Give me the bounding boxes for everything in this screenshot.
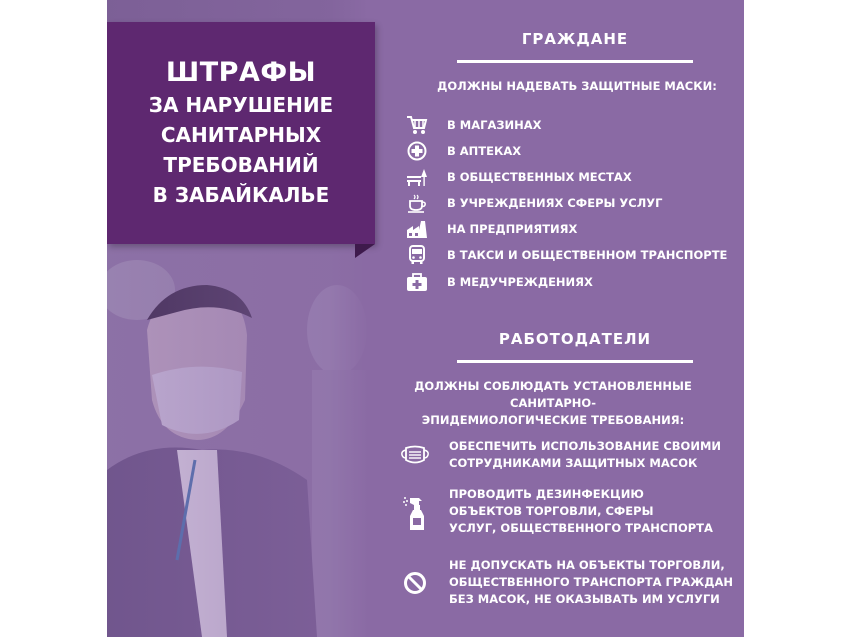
employers-item-label: НЕ ДОПУСКАТЬ НА ОБЪЕКТЫ ТОРГОВЛИ, ОБЩЕСТВЕННОГО ТРАНСПОРТА ГРАЖДАН БЕЗ МАСОК, НЕ ОКАЗЫВАТЬ ИМ УСЛУГИ [449,558,733,606]
coffee-cup-icon [405,192,429,214]
citizens-item-label: НА ПРЕДПРИЯТИЯХ [447,222,578,236]
employers-heading: РАБОТОДАТЕЛИ [498,330,652,348]
citizens-item [405,192,662,214]
title-main: ШТРАФЫ [165,57,317,88]
employers-divider [457,360,693,363]
face-mask-icon [399,444,431,466]
citizens-item-label: В УЧРЕЖДЕНИЯХ СФЕРЫ УСЛУГ [447,196,663,210]
employers-item-label: ОБЕСПЕЧИТЬ ИСПОЛЬЗОВАНИЕ СВОИМИ СОТРУДНИКАМИ ЗАЩИТНЫХ МАСОК [449,439,722,470]
employers-item [399,438,721,472]
pharmacy-cross-icon [405,140,429,162]
title-line-3: ТРЕБОВАНИЙ [163,153,319,177]
title-banner [107,22,375,244]
first-aid-kit-icon [405,271,429,293]
citizens-subtitle: ДОЛЖНЫ НАДЕВАТЬ ЗАЩИТНЫЕ МАСКИ: [437,79,717,93]
citizens-item-label: В ТАКСИ И ОБЩЕСТВЕННОМ ТРАНСПОРТЕ [447,248,728,262]
employers-item [399,486,713,537]
citizens-item [405,244,727,266]
title-line-4: В ЗАБАЙКАЛЬЕ [152,183,330,207]
citizens-item-label: В ОБЩЕСТВЕННЫХ МЕСТАХ [447,170,632,184]
title-banner-fold [355,244,375,258]
citizens-item-label: В МАГАЗИНАХ [447,118,542,132]
title-line-1: ЗА НАРУШЕНИЕ [148,93,334,117]
bus-icon [405,244,429,266]
citizens-item [405,140,521,162]
factory-icon [405,218,429,240]
shopping-cart-icon [405,114,429,136]
citizens-item [405,166,632,188]
citizens-item [405,271,593,293]
spray-bottle-icon [399,492,431,532]
employers-item-label: ПРОВОДИТЬ ДЕЗИНФЕКЦИЮ ОБЪЕКТОВ ТОРГОВЛИ, СФЕРЫ УСЛУГ, ОБЩЕСТВЕННОГО ТРАНСПОРТА [449,487,713,535]
citizens-item [405,218,577,240]
employers-item [399,557,733,608]
prohibited-icon [399,571,431,595]
poster [107,0,744,637]
citizens-divider [457,60,693,63]
title-line-2: САНИТАРНЫХ [160,123,322,147]
citizens-item [405,114,542,136]
citizens-item-label: В АПТЕКАХ [447,144,522,158]
citizens-item-label: В МЕДУЧРЕЖДЕНИЯХ [447,275,593,289]
citizens-heading: ГРАЖДАНЕ [521,30,629,48]
park-bench-icon [405,166,429,188]
employers-subtitle: ДОЛЖНЫ СОБЛЮДАТЬ УСТАНОВЛЕННЫЕ САНИТАРНО- ЭПИДЕМИОЛОГИЧЕСКИЕ ТРЕБОВАНИЯ: [414,379,692,427]
